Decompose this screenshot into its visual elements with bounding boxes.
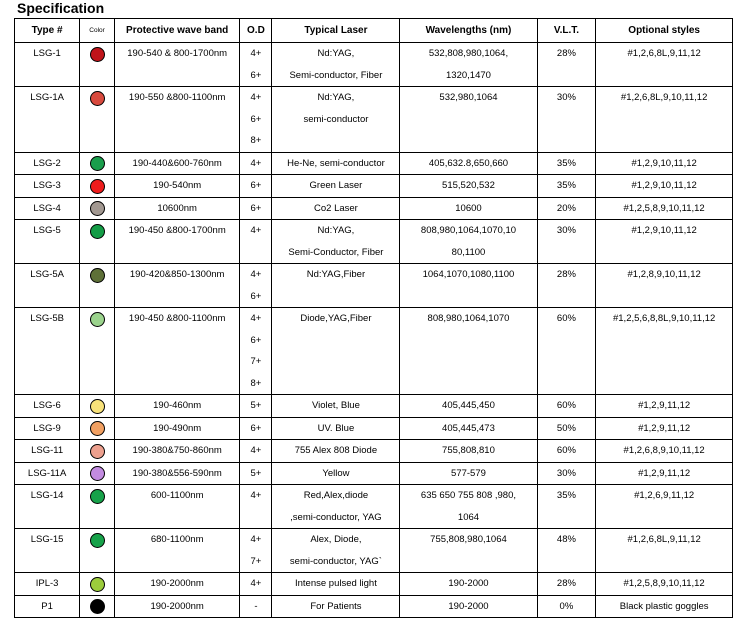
color-cell [80, 485, 115, 529]
type-cell: LSG-4 [15, 197, 80, 220]
wavelengths-cell-line: 405,445,450 [442, 400, 495, 411]
od-cell-line: 4+ [250, 157, 262, 169]
laser-cell [272, 485, 400, 529]
table-row [15, 462, 733, 485]
vlt-cell: 28% [537, 264, 596, 308]
od-cell [240, 440, 272, 463]
color-cell [80, 573, 115, 596]
band-cell: 190-540nm [114, 175, 239, 198]
color-swatch [90, 91, 105, 106]
color-swatch [90, 312, 105, 327]
vlt-cell: 48% [537, 529, 596, 573]
od-cell-line: 6+ [250, 202, 262, 214]
table-row [15, 152, 733, 175]
table-row [15, 440, 733, 463]
laser-cell-line: semi-conductor, YAG` [289, 555, 382, 567]
color-swatch [90, 533, 105, 548]
wavelengths-cell [400, 43, 537, 87]
header-vlt: V.L.T. [537, 19, 596, 43]
od-cell [240, 573, 272, 596]
band-cell: 680-1100nm [114, 529, 239, 573]
wavelengths-cell [400, 175, 537, 198]
styles-cell: #1,2,6,8,9,10,11,12 [596, 440, 733, 463]
od-cell [240, 529, 272, 573]
laser-cell [272, 573, 400, 596]
od-cell-line: 6+ [250, 69, 262, 81]
laser-cell-line: Nd:YAG, [317, 225, 355, 236]
laser-cell [272, 395, 400, 418]
wavelengths-cell [400, 595, 537, 618]
wavelengths-cell [400, 417, 537, 440]
type-cell: IPL-3 [15, 573, 80, 596]
type-cell: LSG-2 [15, 152, 80, 175]
od-cell-line: 8+ [250, 377, 262, 389]
od-cell-line: 6+ [250, 422, 262, 434]
laser-cell-line: Co2 Laser [314, 202, 358, 214]
vlt-cell: 35% [537, 485, 596, 529]
table-row [15, 197, 733, 220]
color-swatch [90, 421, 105, 436]
band-cell: 190-490nm [114, 417, 239, 440]
color-cell [80, 43, 115, 87]
styles-cell: #1,2,9,10,11,12 [596, 152, 733, 175]
laser-cell-line: Diode,YAG,Fiber [300, 313, 372, 324]
wavelengths-cell-line: 80,1100 [451, 246, 486, 258]
laser-cell-line: He-Ne, semi-conductor [287, 157, 385, 169]
styles-cell: #1,2,9,10,11,12 [596, 220, 733, 264]
od-cell-line: 4+ [250, 48, 262, 59]
wavelengths-cell [400, 529, 537, 573]
laser-cell [272, 529, 400, 573]
band-cell: 10600nm [114, 197, 239, 220]
color-cell [80, 87, 115, 153]
wavelengths-cell-line: 1320,1470 [446, 69, 491, 81]
styles-cell: #1,2,9,11,12 [596, 417, 733, 440]
type-cell: LSG-5 [15, 220, 80, 264]
od-cell-line: 6+ [250, 334, 262, 346]
vlt-cell: 28% [537, 573, 596, 596]
vlt-cell: 30% [537, 220, 596, 264]
color-cell [80, 152, 115, 175]
laser-cell-line: Semi-Conductor, Fiber [288, 246, 384, 258]
od-cell-line: 4+ [250, 225, 262, 236]
color-cell [80, 462, 115, 485]
vlt-cell: 60% [537, 440, 596, 463]
od-cell-line: 4+ [250, 92, 262, 103]
color-cell [80, 197, 115, 220]
color-cell [80, 220, 115, 264]
type-cell: P1 [15, 595, 80, 618]
color-cell [80, 175, 115, 198]
od-cell-line: 6+ [250, 180, 262, 191]
od-cell [240, 87, 272, 153]
laser-cell-line: Semi-conductor, Fiber [289, 69, 383, 81]
od-cell [240, 417, 272, 440]
od-cell [240, 175, 272, 198]
type-cell: LSG-9 [15, 417, 80, 440]
laser-cell-line: Yellow [322, 467, 350, 479]
laser-cell-line: Nd:YAG,Fiber [306, 269, 366, 280]
type-cell: LSG-11A [15, 462, 80, 485]
wavelengths-cell [400, 395, 537, 418]
specification-table [14, 18, 733, 618]
vlt-cell: 0% [537, 595, 596, 618]
type-cell: LSG-5B [15, 308, 80, 395]
od-cell [240, 462, 272, 485]
type-cell: LSG-14 [15, 485, 80, 529]
styles-cell: #1,2,6,8L,9,11,12 [596, 43, 733, 87]
od-cell [240, 308, 272, 395]
wavelengths-cell [400, 220, 537, 264]
styles-cell: #1,2,8,9,10,11,12 [596, 264, 733, 308]
color-cell [80, 529, 115, 573]
color-swatch [90, 489, 105, 504]
od-cell [240, 264, 272, 308]
wavelengths-cell-line: 635 650 755 808 ,980, [420, 490, 517, 501]
band-cell: 600-1100nm [114, 485, 239, 529]
wavelengths-cell-line: 515,520,532 [442, 180, 495, 191]
table-row [15, 220, 733, 264]
od-cell-line: 4+ [250, 534, 262, 545]
wavelengths-cell-line: 577-579 [451, 467, 486, 479]
table-row [15, 417, 733, 440]
color-swatch [90, 268, 105, 283]
wavelengths-cell [400, 573, 537, 596]
wavelengths-cell [400, 440, 537, 463]
color-swatch [90, 156, 105, 171]
type-cell: LSG-3 [15, 175, 80, 198]
od-cell [240, 152, 272, 175]
wavelengths-cell-line: 1064,1070,1080,1100 [422, 269, 515, 280]
wavelengths-cell-line: 405,445,473 [442, 422, 495, 434]
vlt-cell: 50% [537, 417, 596, 440]
laser-cell [272, 43, 400, 87]
wavelengths-cell [400, 264, 537, 308]
vlt-cell: 20% [537, 197, 596, 220]
laser-cell [272, 462, 400, 485]
wavelengths-cell-line: 808,980,1064,1070,10 [420, 225, 517, 236]
od-cell-line: 7+ [250, 555, 262, 567]
od-cell-line: - [254, 600, 258, 612]
band-cell: 190-420&850-1300nm [114, 264, 239, 308]
band-cell: 190-540 & 800-1700nm [114, 43, 239, 87]
od-cell [240, 395, 272, 418]
color-swatch [90, 201, 105, 216]
styles-cell: Black plastic goggles [596, 595, 733, 618]
styles-cell: #1,2,9,11,12 [596, 462, 733, 485]
table-row [15, 485, 733, 529]
laser-cell [272, 308, 400, 395]
table-row [15, 395, 733, 418]
styles-cell: #1,2,5,6,8,8L,9,10,11,12 [596, 308, 733, 395]
vlt-cell: 35% [537, 152, 596, 175]
header-wavelengths [400, 19, 537, 43]
vlt-cell: 60% [537, 308, 596, 395]
band-cell: 190-380&556-590nm [114, 462, 239, 485]
laser-cell-line: Red,Alex,diode [303, 490, 369, 501]
laser-cell [272, 197, 400, 220]
od-cell-line: 7+ [250, 356, 262, 367]
styles-cell: #1,2,5,8,9,10,11,12 [596, 573, 733, 596]
od-cell-line: 4+ [250, 313, 262, 324]
laser-cell-line: UV. Blue [317, 422, 355, 434]
laser-cell-line: Violet, Blue [311, 400, 360, 411]
styles-cell: #1,2,6,9,11,12 [596, 485, 733, 529]
vlt-cell: 30% [537, 462, 596, 485]
od-cell [240, 220, 272, 264]
styles-cell: #1,2,9,10,11,12 [596, 175, 733, 198]
laser-cell [272, 417, 400, 440]
laser-cell-line: Intense pulsed light [294, 578, 377, 589]
vlt-cell: 35% [537, 175, 596, 198]
laser-cell-line: Alex, Diode, [310, 534, 362, 545]
table-row [15, 573, 733, 596]
laser-cell-line: semi-conductor [303, 113, 369, 125]
od-cell-line: 5+ [250, 467, 262, 479]
laser-cell-line: Green Laser [309, 180, 363, 191]
color-cell [80, 395, 115, 418]
header-color: Color [80, 19, 115, 43]
band-cell: 190-2000nm [114, 573, 239, 596]
od-cell [240, 485, 272, 529]
laser-cell-line: 755 Alex 808 Diode [294, 445, 378, 456]
band-cell: 190-550 &800-1100nm [114, 87, 239, 153]
band-cell: 190-380&750-860nm [114, 440, 239, 463]
color-cell [80, 308, 115, 395]
band-cell: 190-450 &800-1100nm [114, 308, 239, 395]
wavelengths-cell [400, 485, 537, 529]
type-cell: LSG-1 [15, 43, 80, 87]
color-cell [80, 595, 115, 618]
color-swatch [90, 47, 105, 62]
color-swatch [90, 179, 105, 194]
color-cell [80, 440, 115, 463]
wavelengths-cell-line: 532,980,1064 [439, 92, 498, 103]
page-title: Specification [17, 0, 105, 16]
vlt-cell: 28% [537, 43, 596, 87]
laser-cell [272, 264, 400, 308]
wavelengths-cell-line: 405,632.8,650,660 [428, 157, 509, 169]
od-cell [240, 197, 272, 220]
od-cell [240, 595, 272, 618]
laser-cell-line: ,semi-conductor, YAG [290, 511, 382, 523]
table-row [15, 175, 733, 198]
color-swatch [90, 599, 105, 614]
od-cell-line: 6+ [250, 290, 262, 302]
wavelengths-cell-line: 10600 [455, 202, 482, 214]
color-swatch [90, 399, 105, 414]
laser-cell-line: Nd:YAG, [317, 92, 355, 103]
laser-cell [272, 87, 400, 153]
laser-cell [272, 595, 400, 618]
od-cell-line: 4+ [250, 490, 262, 501]
wavelengths-cell-line: 190-2000 [448, 578, 489, 589]
od-cell-line: 4+ [250, 578, 262, 589]
wavelengths-cell [400, 197, 537, 220]
laser-cell [272, 440, 400, 463]
vlt-cell: 30% [537, 87, 596, 153]
od-cell-line: 4+ [250, 269, 262, 280]
type-cell: LSG-5A [15, 264, 80, 308]
wavelengths-cell-line: 755,808,810 [442, 445, 495, 456]
table-row [15, 264, 733, 308]
od-cell-line: 5+ [250, 400, 262, 411]
wavelengths-cell-line: 1064 [457, 511, 480, 523]
color-swatch [90, 444, 105, 459]
od-cell [240, 43, 272, 87]
table-row [15, 308, 733, 395]
styles-cell: #1,2,6,8L,9,11,12 [596, 529, 733, 573]
wavelengths-cell-line: 755,808,980,1064 [430, 534, 507, 545]
band-cell: 190-440&600-760nm [114, 152, 239, 175]
band-cell: 190-460nm [114, 395, 239, 418]
styles-cell: #1,2,6,8L,9,10,11,12 [596, 87, 733, 153]
header-type: Type # [15, 19, 80, 43]
laser-cell-line: Nd:YAG, [317, 48, 355, 59]
type-cell: LSG-11 [15, 440, 80, 463]
wavelengths-cell-line: 190-2000 [448, 600, 489, 612]
header-wavelengths-label: Wavelengths (nm) [425, 24, 512, 36]
od-cell-line: 8+ [250, 135, 262, 146]
color-swatch [90, 224, 105, 239]
type-cell: LSG-1A [15, 87, 80, 153]
wavelengths-cell [400, 152, 537, 175]
wavelengths-cell-line: 808,980,1064,1070 [427, 313, 510, 324]
type-cell: LSG-15 [15, 529, 80, 573]
wavelengths-cell [400, 308, 537, 395]
header-row [15, 19, 733, 43]
color-swatch [90, 577, 105, 592]
header-band: Protective wave band [114, 19, 239, 43]
laser-cell [272, 175, 400, 198]
wavelengths-cell-line: 532,808,980,1064, [428, 48, 509, 59]
wavelengths-cell [400, 462, 537, 485]
type-cell: LSG-6 [15, 395, 80, 418]
styles-cell: #1,2,9,11,12 [596, 395, 733, 418]
table-row [15, 43, 733, 87]
color-cell [80, 264, 115, 308]
wavelengths-cell [400, 87, 537, 153]
laser-cell [272, 152, 400, 175]
od-cell-line: 6+ [250, 113, 262, 125]
styles-cell: #1,2,5,8,9,10,11,12 [596, 197, 733, 220]
color-swatch [90, 466, 105, 481]
vlt-cell: 60% [537, 395, 596, 418]
laser-cell-line: For Patients [310, 600, 362, 612]
band-cell: 190-2000nm [114, 595, 239, 618]
color-cell [80, 417, 115, 440]
header-laser: Typical Laser [272, 19, 400, 43]
header-styles: Optional styles [596, 19, 733, 43]
table-row [15, 595, 733, 618]
od-cell-line: 4+ [250, 445, 262, 456]
header-od: O.D [240, 19, 272, 43]
laser-cell [272, 220, 400, 264]
table-row [15, 529, 733, 573]
band-cell: 190-450 &800-1700nm [114, 220, 239, 264]
table-row [15, 87, 733, 153]
